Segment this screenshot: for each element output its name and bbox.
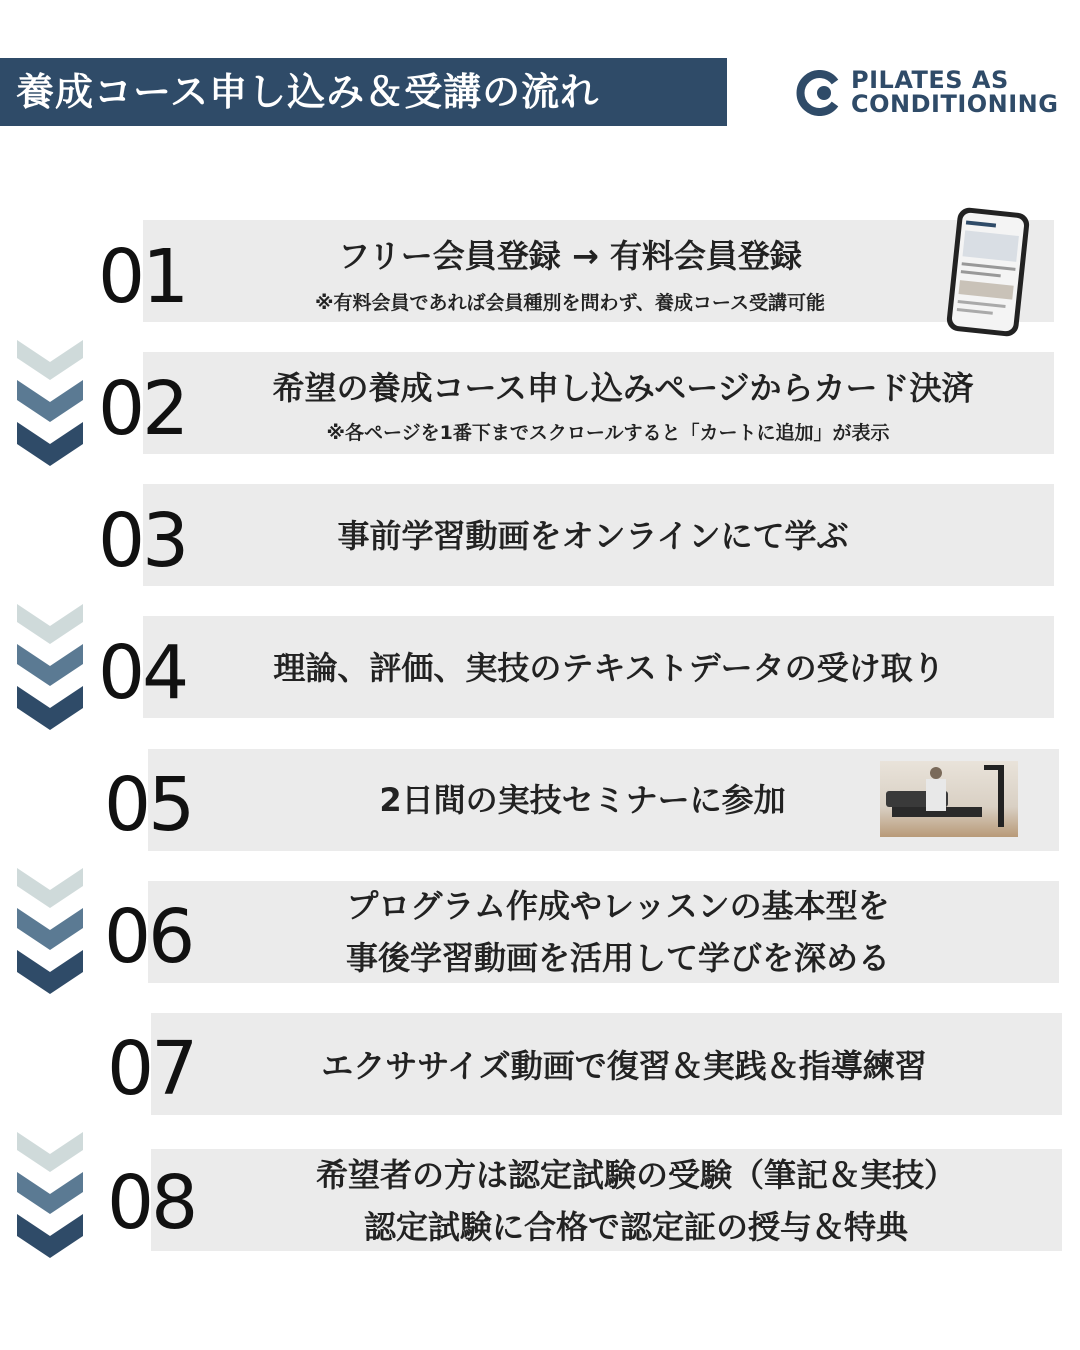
step-number: 07 (107, 1026, 196, 1112)
smartphone-image (946, 207, 1031, 338)
brand-logo (795, 66, 1065, 122)
seminar-photo (880, 761, 1018, 837)
step-title: 事前学習動画をオンラインにて学ぶ (337, 517, 849, 555)
step-number: 05 (104, 762, 193, 848)
flow-chevrons-icon (17, 604, 83, 732)
step-number: 02 (98, 366, 187, 452)
step-title: エクササイズ動画で復習＆実践＆指導練習 (321, 1047, 927, 1085)
step-title-line-2: 認定試験に合格で認定証の授与＆特典 (363, 1208, 908, 1246)
flow-chevrons-icon (17, 868, 83, 996)
step-number: 04 (98, 630, 187, 716)
step-title: 2日間の実技セミナーに参加 (379, 781, 786, 819)
pac-logo-icon (795, 70, 841, 116)
step-note: ※有料会員であれば会員種別を問わず、養成コース受講可能 (314, 292, 825, 314)
step-note: ※各ページを1番下までスクロールすると「カートに追加」が表示 (326, 422, 890, 444)
flow-chevrons-icon (17, 1132, 83, 1260)
page-title: 養成コース申し込み＆受講の流れ (0, 58, 727, 126)
logo-line-2: CONDITIONING (851, 90, 1059, 118)
step-number: 01 (98, 234, 187, 320)
step-number: 08 (107, 1160, 196, 1246)
flow-chevrons-icon (17, 340, 83, 468)
step-title-line-1: 希望者の方は認定試験の受験（筆記＆実技） (315, 1156, 956, 1194)
step-title: フリー会員登録 → 有料会員登録 (338, 237, 802, 275)
step-number: 03 (98, 498, 187, 584)
step-title-line-1: プログラム作成やレッスンの基本型を (346, 887, 890, 925)
logo-line-1: PILATES AS (851, 66, 1009, 94)
step-title-line-2: 事後学習動画を活用して学びを深める (345, 939, 890, 977)
step-number: 06 (104, 894, 193, 980)
step-title: 理論、評価、実技のテキストデータの受け取り (273, 649, 945, 687)
step-title: 希望の養成コース申し込みページからカード決済 (272, 369, 974, 407)
